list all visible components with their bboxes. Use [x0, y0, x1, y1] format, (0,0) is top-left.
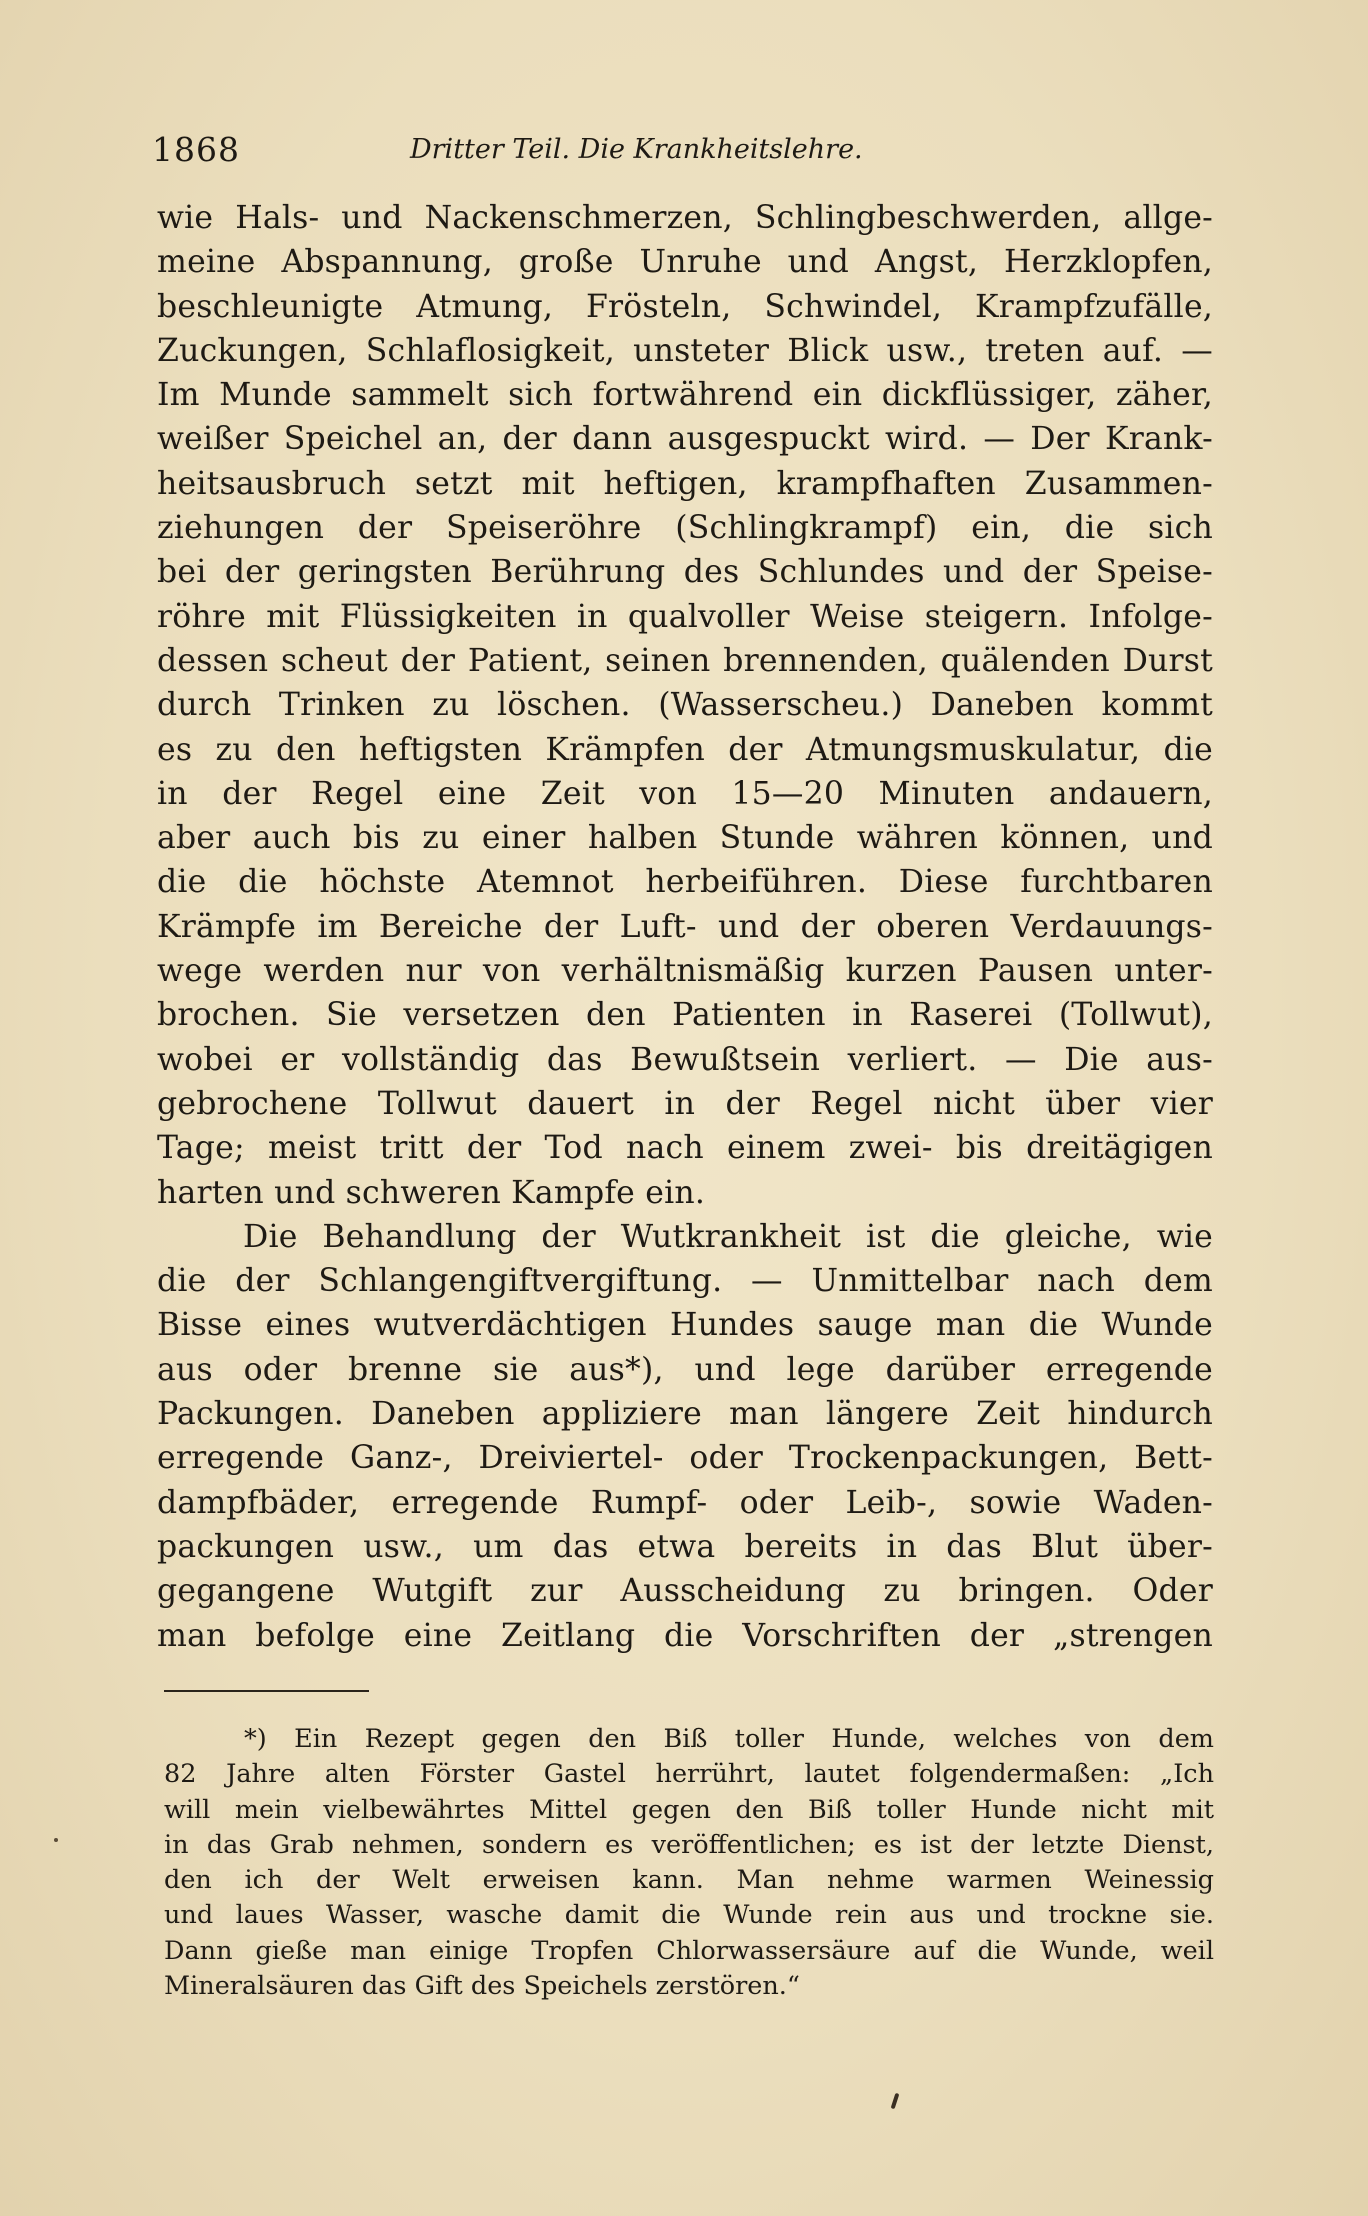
text-line: brochen. Sie versetzen den Patienten in Raserei (Tollwut),	[157, 997, 1213, 1034]
text-line: erregende Ganz-, Dreiviertel- oder Trockenpackungen, Bett-	[157, 1440, 1213, 1477]
text-line: aus oder brenne sie aus*), und lege darüber erregende	[157, 1351, 1213, 1388]
text-line: aber auch bis zu einer halben Stunde währen können, und	[157, 820, 1213, 857]
footnote-line: den ich der Welt erweisen kann. Man nehme warmen Weinessig	[164, 1865, 1214, 1896]
text-line: durch Trinken zu löschen. (Wasserscheu.) Daneben kommt	[157, 687, 1213, 724]
text-line: die der Schlangengiftvergiftung. — Unmittelbar nach dem	[157, 1263, 1213, 1300]
text-line: Im Munde sammelt sich fortwährend ein dickflüssiger, zäher,	[157, 377, 1213, 414]
footnote-line: *) Ein Rezept gegen den Biß toller Hunde, welches von dem	[244, 1724, 1214, 1754]
paper-speck	[54, 1838, 58, 1842]
footnote-divider	[164, 1690, 369, 1692]
text-line: weißer Speichel an, der dann ausgespuckt wird. — Der Krank-	[157, 421, 1213, 458]
text-line: harten und schweren Kampfe ein.	[157, 1174, 706, 1211]
text-line: gegangene Wutgift zur Ausscheidung zu bringen. Oder	[157, 1573, 1213, 1610]
footnote-line: und laues Wasser, wasche damit die Wunde rein aus und trockne sie.	[164, 1900, 1214, 1931]
text-line: es zu den heftigsten Krämpfen der Atmungsmuskulatur, die	[157, 731, 1213, 768]
text-line: wie Hals- und Nackenschmerzen, Schlingbeschwerden, allge-	[157, 200, 1213, 236]
body-text	[157, 196, 1213, 1658]
footnote-line: 82 Jahre alten Förster Gastel herrührt, lautet folgendermaßen: „Ich	[164, 1759, 1214, 1790]
text-line: bei der geringsten Berührung des Schlundes und der Speise-	[157, 554, 1213, 591]
text-line: wege werden nur von verhältnismäßig kurzen Pausen unter-	[157, 953, 1213, 990]
footnote	[164, 1722, 1214, 2004]
ink-speck	[891, 2093, 900, 2109]
text-line: gebrochene Tollwut dauert in der Regel nicht über vier	[157, 1085, 1213, 1122]
footnote-line: will mein vielbewährtes Mittel gegen den Biß toller Hunde nicht mit	[164, 1794, 1214, 1825]
text-line: dessen scheut der Patient, seinen brennenden, quälenden Durst	[157, 642, 1213, 679]
text-line: ziehungen der Speiseröhre (Schlingkrampf) ein, die sich	[157, 510, 1213, 547]
page-number: 1868	[152, 130, 240, 169]
footnote-line: Mineralsäuren das Gift des Speichels zerstören.“	[164, 1971, 800, 2002]
running-head: Dritter Teil. Die Krankheitslehre.	[410, 134, 863, 165]
text-line: Tage; meist tritt der Tod nach einem zwei- bis dreitägigen	[157, 1130, 1213, 1167]
text-line: beschleunigte Atmung, Frösteln, Schwindel, Krampfzufälle,	[157, 288, 1213, 325]
paragraph-start-line: Die Behandlung der Wutkrankheit ist die gleiche, wie	[243, 1218, 1213, 1255]
footnote-line: Dann gieße man einige Tropfen Chlorwassersäure auf die Wunde, weil	[164, 1935, 1214, 1966]
text-line: dampfbäder, erregende Rumpf- oder Leib-, sowie Waden-	[157, 1484, 1213, 1521]
text-line: Zuckungen, Schlaflosigkeit, unsteter Blick usw., treten auf. —	[157, 332, 1213, 369]
text-line: Packungen. Daneben appliziere man längere Zeit hindurch	[157, 1396, 1213, 1433]
text-line: meine Abspannung, große Unruhe und Angst, Herzklopfen,	[157, 244, 1213, 281]
page-header	[152, 128, 1212, 172]
footnote-line: in das Grab nehmen, sondern es veröffentlichen; es ist der letzte Dienst,	[164, 1829, 1214, 1860]
text-line: wobei er vollständig das Bewußtsein verliert. — Die aus-	[157, 1041, 1213, 1078]
text-line: heitsausbruch setzt mit heftigen, krampfhaften Zusammen-	[157, 465, 1213, 502]
text-line: die die höchste Atemnot herbeiführen. Diese furchtbaren	[157, 864, 1213, 901]
text-line: man befolge eine Zeitlang die Vorschriften der „strengen	[157, 1617, 1213, 1654]
text-line: röhre mit Flüssigkeiten in qualvoller Weise steigern. Infolge-	[157, 598, 1213, 635]
text-line: in der Regel eine Zeit von 15—20 Minuten andauern,	[157, 775, 1213, 812]
text-line: packungen usw., um das etwa bereits in das Blut über-	[157, 1528, 1213, 1565]
text-line: Bisse eines wutverdächtigen Hundes sauge man die Wunde	[157, 1307, 1213, 1344]
text-line: Krämpfe im Bereiche der Luft- und der oberen Verdauungs-	[157, 908, 1213, 945]
